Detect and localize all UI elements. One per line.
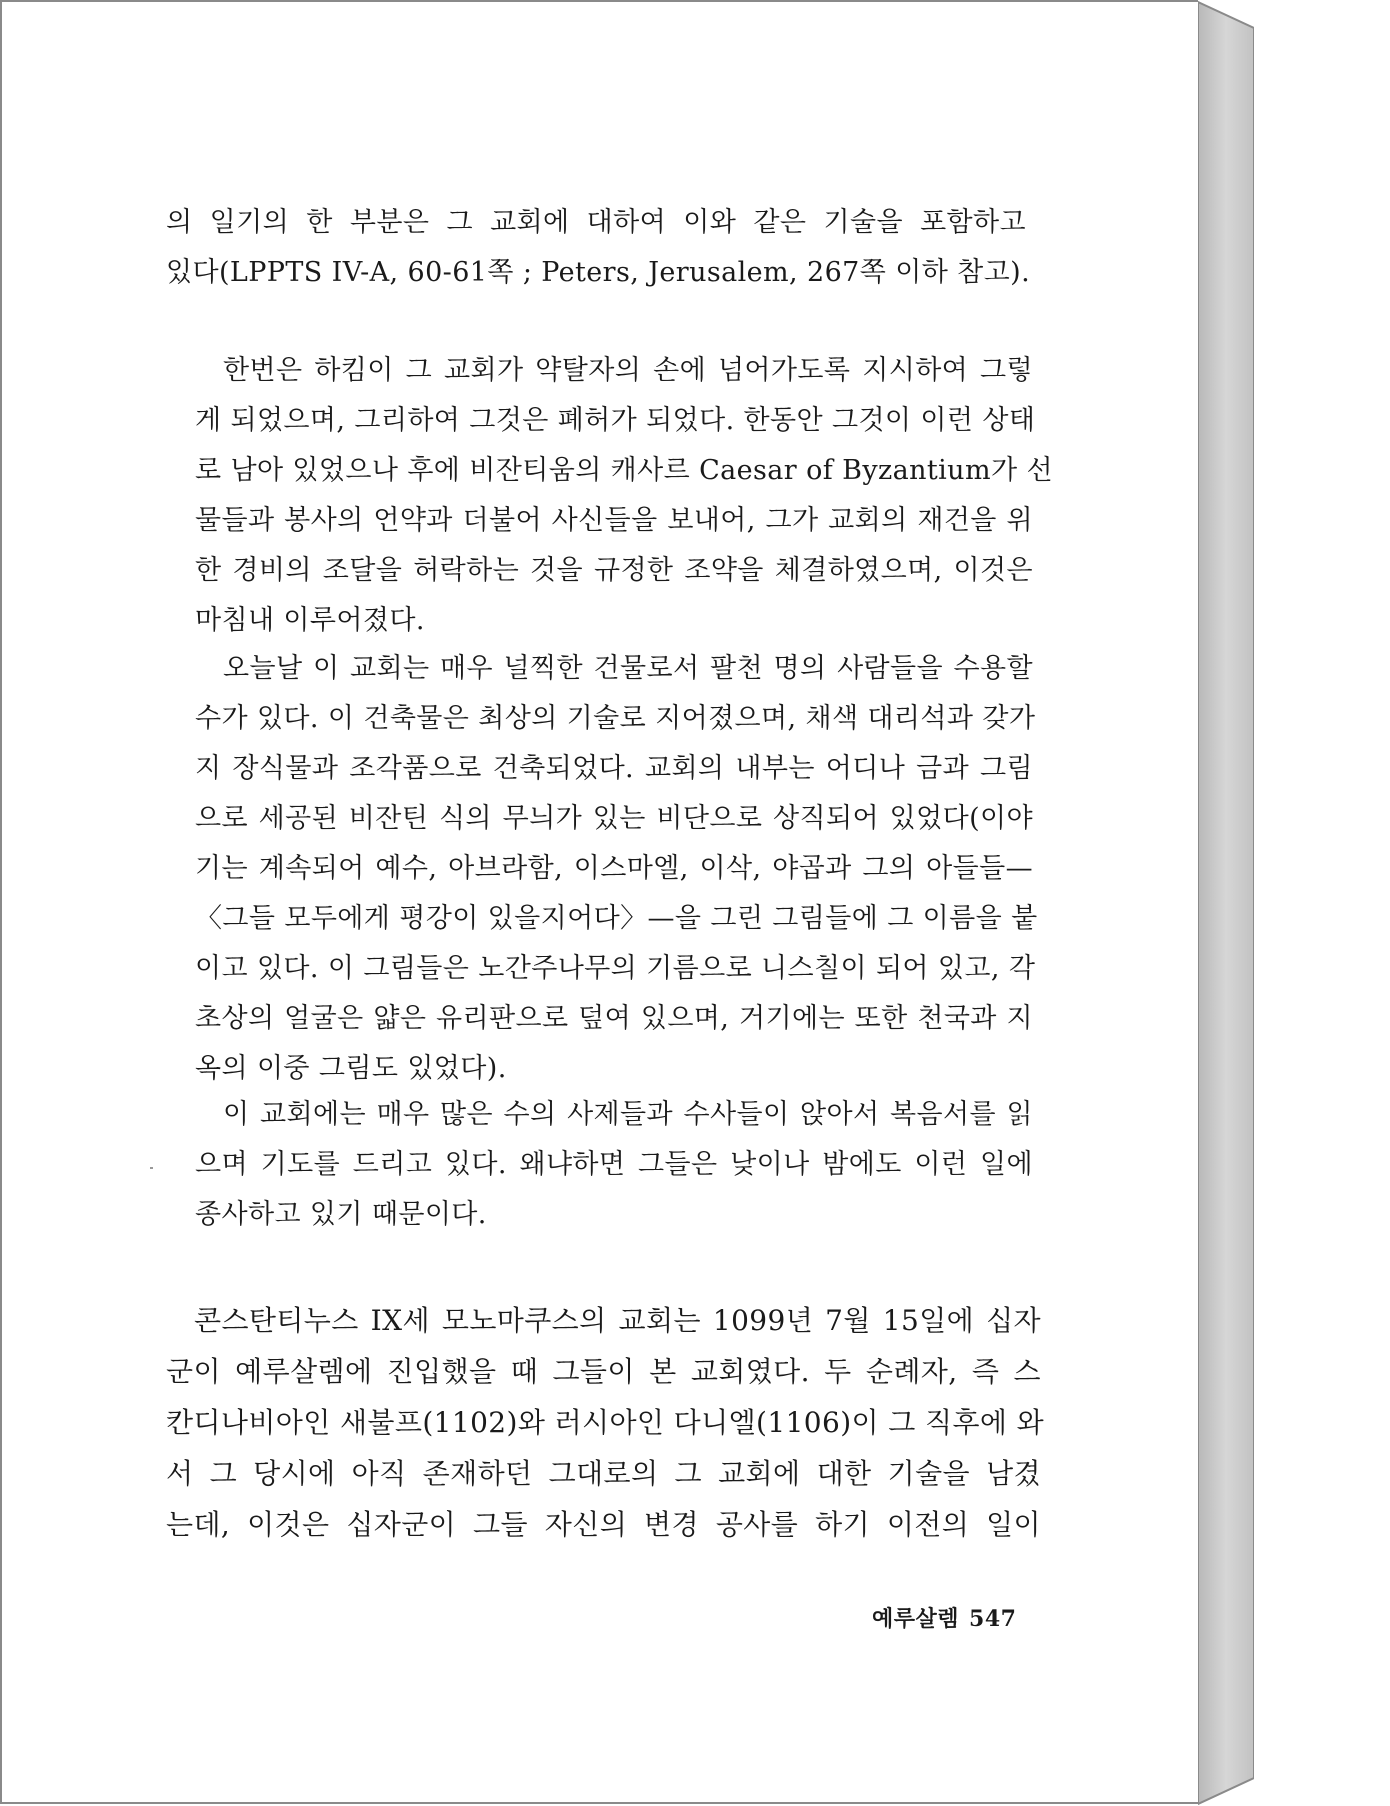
text-line: 로 남아 있었으나 후에 비잔티움의 캐사르 Caesar of Byzantium가 선: [195, 455, 1053, 486]
text-line: 한번은 하킴이 그 교회가 약탈자의 손에 넘어가도록 지시하여 그렇: [223, 355, 1033, 386]
text-line: 콘스탄티누스 IX세 모노마쿠스의 교회는 1099년 7월 15일에 십자: [194, 1304, 1041, 1337]
text-line: 는데, 이것은 십자군이 그들 자신의 변경 공사를 하기 이전의 일이: [166, 1508, 1041, 1541]
text-line: 오늘날 이 교회는 매우 널찍한 건물로서 팔천 명의 사람들을 수용할: [223, 653, 1033, 684]
text-line: 옥의 이중 그림도 있었다).: [195, 1053, 507, 1084]
page-number: 547: [969, 1606, 1017, 1632]
text-line: 종사하고 있기 때문이다.: [195, 1199, 487, 1230]
scan-speck: [150, 1167, 153, 1169]
book-spine-edge: [1198, 0, 1254, 1806]
text-line: 〈그들 모두에게 평강이 있을지어다〉—을 그린 그림들에 그 이름을 붙: [195, 903, 1038, 934]
body-paragraph-crusaders: [166, 1295, 1045, 1550]
text-line: 으로 세공된 비잔틴 식의 무늬가 있는 비단으로 상직되어 있었다(이야: [195, 803, 1033, 834]
block-quote-1: [195, 346, 1053, 646]
block-quote-3: [195, 1090, 1033, 1240]
page-footer: [872, 1602, 1016, 1633]
text-line: 칸디나비아인 새불프(1102)와 러시아인 다니엘(1106)이 그 직후에 와: [166, 1406, 1045, 1439]
text-line: 서 그 당시에 아직 존재하던 그대로의 그 교회에 대한 기술을 남겼: [166, 1457, 1041, 1490]
running-title: 예루살렘: [872, 1606, 960, 1632]
text-line: 초상의 얼굴은 얇은 유리판으로 덮여 있으며, 거기에는 또한 천국과 지: [195, 1003, 1033, 1034]
block-quote-2: [195, 644, 1038, 1094]
text-line: 으며 기도를 드리고 있다. 왜냐하면 그들은 낮이나 밤에도 이런 일에: [195, 1149, 1033, 1180]
text-line: 있다(LPPTS IV-A, 60-61쪽 ; Peters, Jerusalem, 267쪽 이하 참고).: [166, 257, 1031, 288]
text-line: 마침내 이루어졌다.: [195, 605, 425, 636]
text-line: 게 되었으며, 그리하여 그것은 폐허가 되었다. 한동안 그것이 이런 상태: [195, 405, 1036, 436]
text-line: 물들과 봉사의 언약과 더불어 사신들을 보내어, 그가 교회의 재건을 위: [195, 505, 1033, 536]
body-paragraph-intro: [166, 198, 1031, 298]
text-line: 이고 있다. 이 그림들은 노간주나무의 기름으로 니스칠이 되어 있고, 각: [195, 953, 1036, 984]
text-line: 수가 있다. 이 건축물은 최상의 기술로 지어졌으며, 채색 대리석과 갖가: [195, 703, 1036, 734]
text-line: 한 경비의 조달을 허락하는 것을 규정한 조약을 체결하였으며, 이것은: [195, 555, 1033, 586]
text-line: 이 교회에는 매우 많은 수의 사제들과 수사들이 앉아서 복음서를 읽: [223, 1099, 1033, 1130]
text-line: 지 장식물과 조각품으로 건축되었다. 교회의 내부는 어디나 금과 그림: [195, 753, 1033, 784]
text-line: 기는 계속되어 예수, 아브라함, 이스마엘, 이삭, 야곱과 그의 아들들—: [195, 853, 1033, 884]
text-line: 의 일기의 한 부분은 그 교회에 대하여 이와 같은 기술을 포함하고: [166, 207, 1026, 238]
text-line: 군이 예루살렘에 진입했을 때 그들이 본 교회였다. 두 순례자, 즉 스: [166, 1355, 1041, 1388]
